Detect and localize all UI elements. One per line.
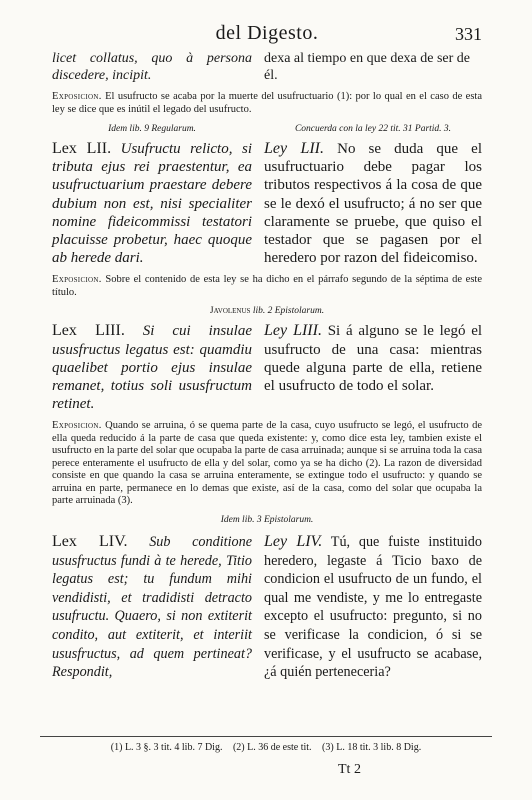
source-row-1 (52, 124, 482, 134)
lex-52-spanish-title: Ley LII. (264, 140, 325, 157)
footnote-1: (1) L. 3 §. 3 tit. 4 lib. 7 Dig. (110, 742, 223, 753)
source-latin: Idem lib. 9 Regularum. (108, 124, 196, 134)
lex-54-latin-title: Lex LIV. (52, 532, 128, 550)
lex-52-latin-title: Lex LII. (52, 140, 112, 157)
source-concordance: Concuerda con la ley 22 tit. 31 Partid. 3. (294, 124, 452, 134)
lex-52-latin-text: Usufructu relicto, si tributa ejus rei praestentur, ea usufructuarium praestare debere dubium non est, nisi specialiter nomine fideicommissi testatori placuisse probetur, haec quoque ab herede dari. (52, 141, 253, 267)
lex-54-spanish-title: Ley LIV. (264, 532, 323, 550)
exposition-2 (52, 274, 482, 299)
lex-54-latin (52, 533, 252, 682)
source-javolenus (52, 306, 482, 316)
lex-54-spanish-text: Tú, que fuiste instituido heredero, legaste á Ticio baxo de condicion el usufructo de un fundo, el qual me vendiste, y me lo entregaste excepto el usufructo: pregunto, si no se verificase la condicion, ó si se verificase, y el usufructo se acabase, ¿á quién perteneceria? (264, 533, 482, 681)
footnotes (40, 742, 492, 753)
source-author: Javolenus (209, 306, 251, 317)
lex-53-spanish (264, 322, 482, 413)
lex-54-latin-text: Sub conditione ususfructus fundi à te herede, Titio legatus est; tu fundum mihi vendidisti, et tradidisti detracto usufructu. Quaero, si non extiterit condito, aut extiterit, et interiit ususfructus, ad quem pertineat? Respondit, (52, 533, 253, 681)
footnotes-area (40, 736, 492, 753)
exposition-label: Exposicion. (52, 420, 102, 432)
lex-54-spanish (264, 533, 482, 682)
lex-54 (52, 533, 482, 682)
lex-52-spanish-text: No se duda que el usufructuario debe pagar los tributos respectivos á la cosa de que se le dexó el usufructo; á no ser que claramente se pruebe, que quiso el testador que se pagasen por el heredero por razon del fideicomiso. (264, 141, 483, 267)
lex-52-latin (52, 140, 252, 267)
exposition-text: Quando se arruina, ó se quema parte de la casa, cuyo usufructo se legó, el usufructo de ella queda reducido á la parte de casa que queda existente: y, como dice esta ley, tambien existe el usufructo en la parte del solar que ocupaba la parte de casa arruinada; aunque si se arruina toda la casa perece enteramente el usufructo de ella y del solar, como ya se ha dicho (2). La razon de diversidad consiste en que quando la casa se arruina enteramente, se extingue todo el usufructo: y quando se arruina en parte, permanece en lo demas que existe, así de la casa, como del solar que ocupaba la parte arruinada (3). (52, 420, 483, 507)
lex-52 (52, 140, 482, 267)
exposition-text: Sobre el contenido de esta ley se ha dicho en el párrafo segundo de la séptima de este título. (52, 274, 483, 298)
source-idem-3: Idem lib. 3 Epistolarum. (220, 514, 314, 525)
lex-53-spanish-title: Ley LIII. (264, 322, 322, 340)
continuation-latin: licet collatus, quo à persona discedere, incipit. (52, 51, 252, 83)
lex-53-latin-title: Lex LIII. (52, 322, 125, 340)
lex-52-spanish (264, 140, 482, 267)
running-head (52, 22, 482, 46)
exposition-3 (52, 420, 482, 508)
signature-mark: Tt 2 (338, 762, 361, 777)
page (52, 22, 482, 682)
exposition-1 (52, 91, 482, 116)
footnote-3: (3) L. 18 tit. 3 lib. 8 Dig. (322, 742, 422, 753)
lex-53-latin (52, 322, 252, 413)
page-number: 331 (455, 24, 482, 44)
source-work: lib. 2 Epistolarum. (252, 306, 325, 317)
footnote-2: (2) L. 36 de este tit. (232, 742, 312, 753)
lex-53 (52, 322, 482, 413)
running-title: del Digesto. (215, 22, 319, 44)
continuation-spanish: dexa al tiempo en que dexa de ser de él. (264, 51, 471, 83)
exposition-text: El usufructo se acaba por la muerte del usufructuario (1): por lo qual en el caso de esta ley se dice que es inútil el legado del usufructo. (52, 91, 483, 115)
exposition-label: Exposicion. (52, 91, 102, 102)
lex-53-latin-text: Si cui insulae ususfructus legatus est: quamdiu quaelibet portio ejus insulae remanet, totius soli ususfructum retinet. (52, 323, 252, 413)
lex-53-spanish-text: Si á alguno se le legó el usufructo de una casa: mientras quede alguna parte de ella, retiene el usufructo de todo el solar. (264, 323, 483, 395)
exposition-label: Exposicion. (52, 274, 102, 286)
continuation (52, 50, 482, 84)
